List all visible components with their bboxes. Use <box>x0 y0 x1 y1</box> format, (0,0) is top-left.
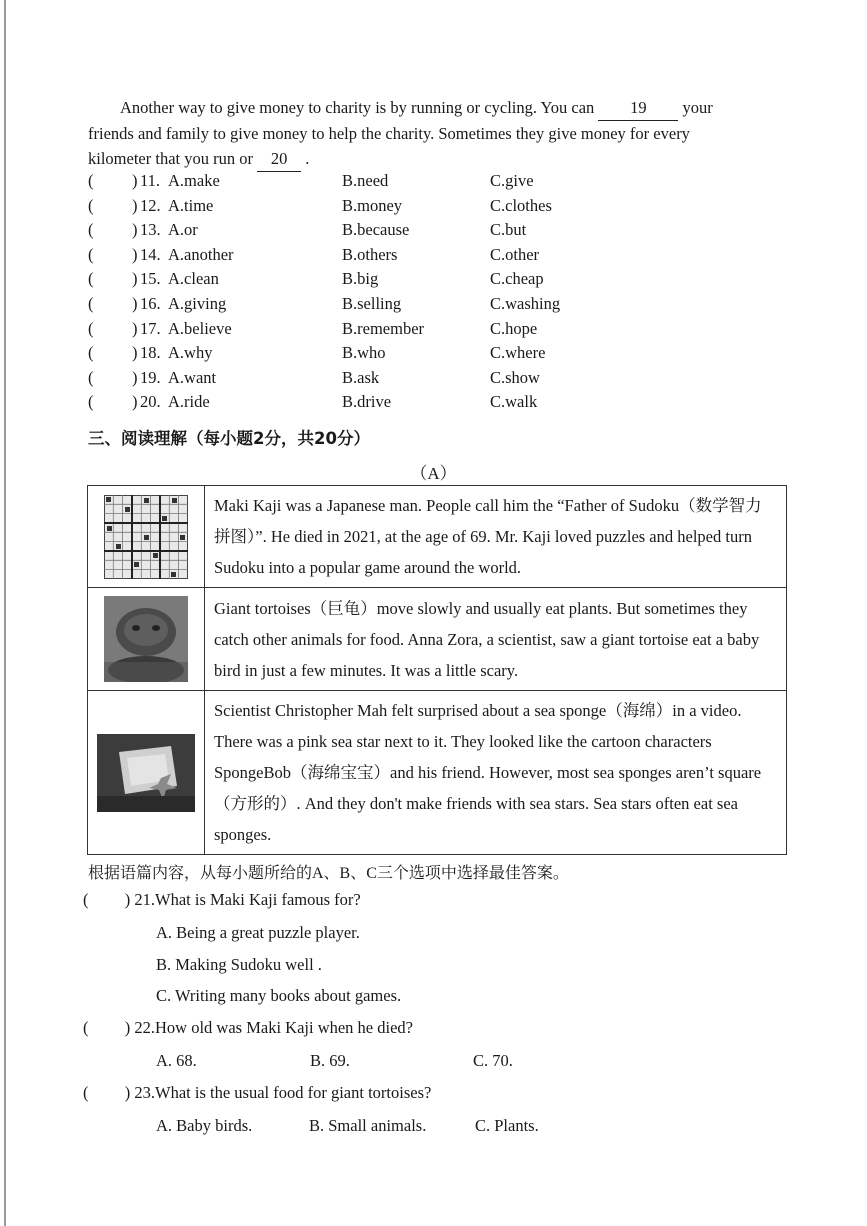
choice-23-c[interactable]: C. Plants. <box>475 1116 539 1135</box>
answer-paren-open: ( <box>83 890 89 909</box>
sudoku-text: Maki Kaji was a Japanese man. People call him the “Father of Sudoku（数学智力拼图）”. He died in 2021, at the age of 69. Mr. Kaji loved puzzles and helped turn Sudoku into a popular game around the world. <box>205 486 787 588</box>
choice-b[interactable]: B.who <box>342 343 386 363</box>
answer-blank[interactable] <box>100 245 128 267</box>
choice-22-b[interactable]: B. 69. <box>310 1051 350 1070</box>
answer-paren-open: ( <box>88 195 94 215</box>
option-row <box>88 171 788 196</box>
answer-paren-close: ) <box>132 343 138 363</box>
answer-blank[interactable] <box>100 294 128 316</box>
sudoku-image-cell <box>88 486 205 588</box>
answer-paren-close: ) <box>124 1083 131 1102</box>
option-row <box>88 220 788 245</box>
choice-c[interactable]: C.where <box>490 343 546 363</box>
answer-paren-close: ) <box>132 269 138 289</box>
answer-paren-open: ( <box>88 269 94 289</box>
choice-a[interactable]: A.another <box>168 244 234 264</box>
option-number: 11. <box>140 171 161 190</box>
choice-c[interactable]: C.but <box>490 220 527 240</box>
answer-paren-open: ( <box>83 1083 89 1102</box>
choice-22-a[interactable]: A. 68. <box>156 1051 197 1070</box>
answer-paren-open: ( <box>88 343 94 363</box>
answer-paren-close: ) <box>132 318 138 338</box>
answer-blank[interactable] <box>100 392 128 414</box>
option-row <box>88 319 788 344</box>
table-row <box>88 486 787 588</box>
answer-blank[interactable] <box>100 343 128 365</box>
choice-c[interactable]: C.hope <box>490 318 538 338</box>
answer-paren-open: ( <box>88 220 94 240</box>
option-number: 19. <box>140 367 161 387</box>
option-row <box>88 392 788 417</box>
choice-23-b[interactable]: B. Small animals. <box>309 1116 427 1135</box>
question-text: 23.What is the usual food for giant tortoises? <box>134 1083 432 1102</box>
choice-c[interactable]: C.show <box>490 367 540 387</box>
choice-c[interactable]: C.cheap <box>490 269 544 289</box>
answer-paren-close: ) <box>132 171 138 190</box>
choice-21-b[interactable]: B. Making Sudoku well . <box>156 955 322 974</box>
choice-b[interactable]: B.remember <box>342 318 425 338</box>
question-22 <box>83 1018 413 1038</box>
cloze-line-3: kilometer that you run or <box>88 149 253 168</box>
cloze-passage <box>88 95 788 172</box>
option-row <box>88 343 788 368</box>
tortoise-text: Giant tortoises（巨龟）move slowly and usually eat plants. But sometimes they catch other animals for food. Anna Zora, a scientist, saw a giant tortoise eat a baby bird in just a few minutes. It was a little scary. <box>205 588 787 691</box>
sponge-text: Scientist Christopher Mah felt surprised about a sea sponge（海绵）in a video. There was a pink sea star next to it. They looked like the cartoon characters SpongeBob（海绵宝宝）and his friend. However, most sea sponges aren’t square（方形的）. And they don't make friends with sea stars. Sea stars often eat sea sponges. <box>205 691 787 855</box>
choice-b[interactable]: B.need <box>342 171 389 190</box>
answer-blank[interactable] <box>100 171 128 193</box>
sudoku-image <box>104 495 188 579</box>
option-row <box>88 294 788 319</box>
choice-22-c[interactable]: C. 70. <box>473 1051 513 1070</box>
answer-paren-close: ) <box>132 220 138 240</box>
choice-c[interactable]: C.washing <box>490 294 561 313</box>
question-text: 21.What is Maki Kaji famous for? <box>134 890 361 909</box>
blank-19: 19 <box>598 95 678 121</box>
cloze-line-2: friends and family to give money to help the charity. Sometimes they give money for every <box>88 124 690 143</box>
instruction: 根据语篇内容，从每小题所给的A、B、C三个选项中选择最佳答案。 <box>88 865 569 882</box>
choice-b[interactable]: B.ask <box>342 367 380 387</box>
answer-paren-close: ) <box>132 195 138 215</box>
answer-paren-open: ( <box>88 367 94 387</box>
choice-a[interactable]: A.clean <box>168 269 219 289</box>
option-row <box>88 196 788 221</box>
choice-a[interactable]: A.ride <box>168 392 210 412</box>
choice-23-a[interactable]: A. Baby birds. <box>156 1116 253 1135</box>
option-row <box>88 245 788 270</box>
answer-paren-close: ) <box>132 367 138 387</box>
option-number: 16. <box>140 294 161 313</box>
answer-paren-close: ) <box>132 392 138 412</box>
answer-paren-open: ( <box>88 318 94 338</box>
option-number: 15. <box>140 269 161 289</box>
answer-blank[interactable] <box>100 220 128 242</box>
answer-paren-open: ( <box>88 294 94 313</box>
reading-table <box>87 485 787 855</box>
choice-a[interactable]: A.believe <box>168 318 232 338</box>
sea-sponge-image <box>97 734 195 812</box>
cloze-line-1: Another way to give money to charity is by running or cycling. You can <box>120 98 595 117</box>
blank-20: 20 <box>257 146 301 172</box>
page-edge <box>4 0 6 1226</box>
option-number: 13. <box>140 220 161 240</box>
choice-c[interactable]: C.walk <box>490 392 538 412</box>
choice-a[interactable]: A.time <box>168 195 214 215</box>
option-row <box>88 368 788 393</box>
choice-b[interactable]: B.big <box>342 269 379 289</box>
answer-paren-close: ) <box>124 890 131 909</box>
answer-blank[interactable] <box>100 269 128 291</box>
choice-a[interactable]: A.want <box>168 367 217 387</box>
option-number: 17. <box>140 318 161 338</box>
choice-c[interactable]: C.other <box>490 244 540 264</box>
option-number: 20. <box>140 392 161 412</box>
choice-b[interactable]: B.money <box>342 195 403 215</box>
option-number: 18. <box>140 343 161 363</box>
option-number: 14. <box>140 244 161 264</box>
table-row <box>88 588 787 691</box>
choice-21-a[interactable]: A. Being a great puzzle player. <box>156 923 360 942</box>
answer-blank[interactable] <box>100 368 128 390</box>
choice-a[interactable]: A.why <box>168 343 213 363</box>
answer-paren-open: ( <box>83 1018 89 1037</box>
answer-paren-open: ( <box>88 392 94 412</box>
choice-21-c[interactable]: C. Writing many books about games. <box>156 986 402 1005</box>
choice-c[interactable]: C.give <box>490 171 534 190</box>
choice-a[interactable]: A.giving <box>168 294 227 313</box>
answer-blank[interactable] <box>100 319 128 341</box>
choice-c[interactable]: C.clothes <box>490 195 552 215</box>
cloze-line-3-end: . <box>305 149 310 168</box>
section-3-heading: 三、阅读理解（每小题2分，共20分） <box>88 429 370 448</box>
answer-paren-close: ) <box>124 1018 131 1037</box>
question-23 <box>83 1083 431 1103</box>
tortoise-image <box>104 596 188 682</box>
answer-paren-open: ( <box>88 171 94 190</box>
choice-a[interactable]: A.make <box>168 171 220 190</box>
sponge-image-cell <box>88 691 205 855</box>
option-number: 12. <box>140 195 161 215</box>
answer-blank[interactable] <box>100 196 128 218</box>
answer-paren-open: ( <box>88 244 94 264</box>
answer-paren-close: ) <box>132 294 138 313</box>
question-21 <box>83 890 361 910</box>
cloze-line-1-end: your <box>682 98 713 117</box>
choice-a[interactable]: A.or <box>168 220 198 240</box>
choice-b[interactable]: B.others <box>342 244 398 264</box>
choice-b[interactable]: B.because <box>342 220 410 240</box>
option-row <box>88 269 788 294</box>
choice-b[interactable]: B.drive <box>342 392 392 412</box>
table-row <box>88 691 787 855</box>
answer-paren-close: ) <box>132 244 138 264</box>
question-text: 22.How old was Maki Kaji when he died? <box>134 1018 413 1037</box>
passage-a-label: （A） <box>410 464 457 483</box>
choice-b[interactable]: B.selling <box>342 294 402 313</box>
tortoise-image-cell <box>88 588 205 691</box>
